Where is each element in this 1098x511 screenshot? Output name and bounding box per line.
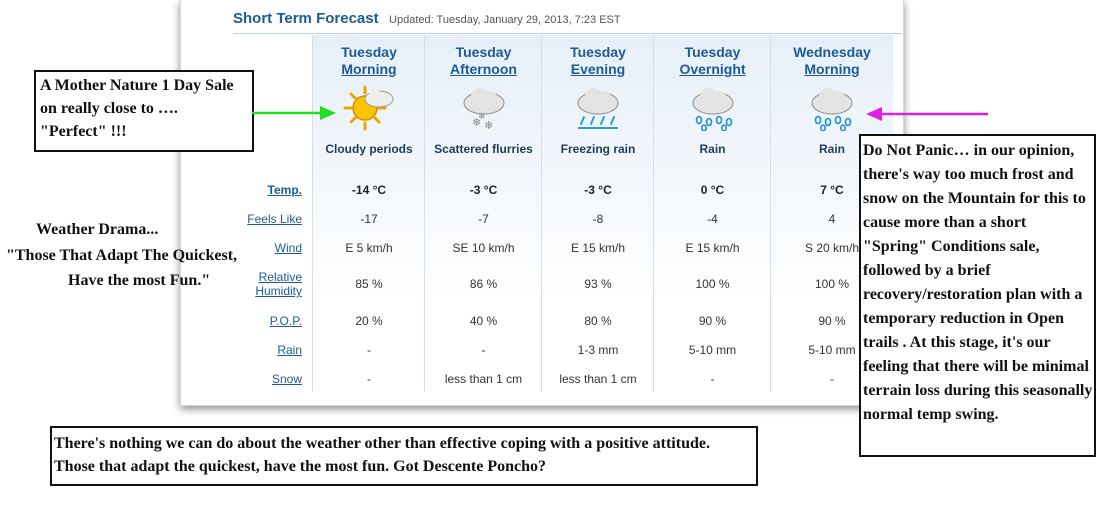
condition-text: Cloudy periods: [325, 142, 413, 156]
svg-text:❄: ❄: [471, 116, 481, 129]
pop-value: 90 %: [698, 314, 727, 328]
period-heading[interactable]: [771, 44, 893, 78]
mother-nature-callout: A Mother Nature 1 Day Sale on really close to …. "Perfect" !!!: [34, 70, 254, 152]
bottom-note-callout: There's nothing we can do about the weather other than effective coping with a positive attitude. Those that adapt the quickest, have the most fun. Got Descente Poncho?: [50, 426, 758, 486]
scattered-flurries-icon: [458, 85, 510, 131]
period-heading[interactable]: [425, 44, 542, 78]
forecast-column-tuesday-afternoon: [424, 35, 542, 392]
forecast-title: Short Term Forecast: [233, 10, 379, 27]
temp-value: 0 °C: [700, 183, 725, 197]
weather-drama-line3: Have the most Fun.": [68, 272, 211, 289]
weather-drama-line2: "Those That Adapt The Quickest,: [6, 247, 238, 264]
snow-value: -: [367, 372, 371, 386]
row-label-pop[interactable]: P.O.P.: [269, 314, 302, 328]
magenta-arrow-icon: [866, 106, 990, 122]
green-arrow-icon: [252, 105, 336, 121]
humidity-value: 86 %: [469, 277, 498, 291]
wind-value: E 15 km/h: [685, 241, 740, 255]
temp-value: -14 °C: [351, 183, 387, 197]
period-part: Overnight: [679, 61, 746, 77]
condition-text: Scattered flurries: [434, 142, 533, 156]
wind-value: E 15 km/h: [570, 241, 626, 255]
temp-value: -3 °C: [584, 183, 612, 197]
wind-value: S 20 km/h: [804, 241, 860, 255]
humidity-value: 85 %: [355, 277, 383, 291]
rain-value: 5-10 mm: [688, 343, 737, 357]
do-not-panic-callout: Do Not Panic… in our opinion, there's way too much frost and snow on the Mountain for this to cause more than a short "Spring" Conditions sale, followed by a brief recovery/restoration plan with a temporary reduction in Open trails . At this stage, it's our feeling that there will be minimal terrain loss during this seasonally normal temp swing.: [859, 134, 1096, 457]
temp-value: 7 °C: [820, 183, 844, 197]
wind-value: E 5 km/h: [345, 241, 393, 255]
forecast-updated: Updated: Tuesday, January 29, 2013, 7:23 EST: [389, 14, 621, 26]
header-divider: [233, 33, 902, 34]
pop-value: 90 %: [818, 314, 846, 328]
period-part: Afternoon: [450, 61, 517, 77]
condition-text: Rain: [818, 142, 845, 156]
feels-like-value: -7: [478, 212, 489, 226]
pop-value: 20 %: [355, 314, 383, 328]
snow-value: less than 1 cm: [559, 372, 637, 386]
row-label-wind[interactable]: Wind: [274, 241, 302, 255]
svg-text:❄: ❄: [477, 112, 486, 122]
row-label-humidity[interactable]: Relative Humidity: [255, 270, 302, 298]
humidity-value: 93 %: [584, 277, 612, 291]
period-day: Tuesday: [341, 44, 397, 60]
row-label-snow[interactable]: Snow: [271, 372, 302, 386]
feels-like-value: -4: [707, 212, 718, 226]
rain-value: -: [481, 343, 486, 357]
row-label-temp[interactable]: Temp.: [267, 183, 302, 197]
snow-value: -: [830, 372, 834, 386]
period-heading[interactable]: [542, 44, 654, 78]
rain-icon: [806, 85, 858, 131]
period-part: Morning: [341, 61, 397, 77]
rain-value: 5-10 mm: [808, 343, 856, 357]
rain-value: -: [367, 343, 371, 357]
rain-icon: [687, 85, 739, 131]
period-part: Morning: [804, 61, 860, 77]
period-heading[interactable]: [313, 44, 425, 78]
humidity-value: 100 %: [695, 277, 730, 291]
feels-like-value: 4: [828, 212, 836, 226]
forecast-column-tuesday-overnight: [653, 35, 771, 392]
snow-value: -: [710, 372, 715, 386]
humidity-value: 100 %: [814, 277, 850, 291]
period-heading[interactable]: [654, 44, 771, 78]
freezing-rain-icon: [572, 85, 624, 131]
row-label-feels-like[interactable]: Feels Like: [247, 212, 302, 226]
temp-value: -3 °C: [469, 183, 498, 197]
wind-value: SE 10 km/h: [452, 241, 515, 255]
snow-value: less than 1 cm: [444, 372, 523, 386]
condition-text: Rain: [699, 142, 726, 156]
period-day: Wednesday: [793, 44, 871, 60]
period-day: Tuesday: [455, 44, 512, 60]
weather-drama-line1: Weather Drama...: [36, 221, 159, 238]
feels-like-value: -17: [360, 212, 378, 226]
period-day: Tuesday: [684, 44, 741, 60]
svg-text:❄: ❄: [483, 119, 493, 131]
period-part: Evening: [570, 61, 626, 77]
forecast-column-tuesday-evening: [541, 35, 654, 392]
forecast-column-tuesday-morning: [312, 35, 425, 392]
pop-value: 40 %: [469, 314, 498, 328]
period-day: Tuesday: [570, 44, 626, 60]
cloudy-periods-icon: [343, 85, 395, 131]
condition-text: Freezing rain: [560, 142, 636, 156]
rain-value: 1-3 mm: [577, 343, 619, 357]
pop-value: 80 %: [584, 314, 612, 328]
forecast-header: [233, 10, 621, 28]
row-label-rain[interactable]: Rain: [277, 343, 302, 357]
feels-like-value: -8: [592, 212, 604, 226]
